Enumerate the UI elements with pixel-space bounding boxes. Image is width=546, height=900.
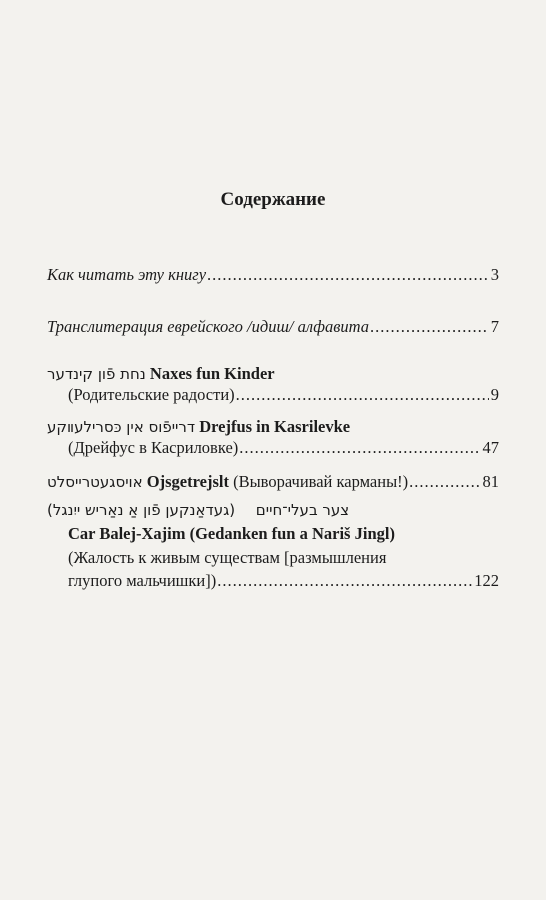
toc-entry-drejfus-heading <box>47 417 499 437</box>
dot-leader <box>239 438 480 458</box>
dot-leader <box>217 571 472 591</box>
dot-leader <box>236 385 489 405</box>
toc-entry-car-sub2 <box>68 571 499 591</box>
yiddish-title: דרייפֿוס אין כּסרילעװקע <box>47 418 196 436</box>
toc-entry-car-sub <box>68 548 499 568</box>
toc-entry-naxes-sub <box>68 385 499 405</box>
yiddish-title: (געדאַנקען פֿון אַ נאַריש ייִנגל) <box>47 501 236 519</box>
toc-entry-text: Транслитерация еврейского /идиш/ алфавита <box>47 317 370 336</box>
toc-page-number: 81 <box>482 472 499 491</box>
toc-page-number: 3 <box>490 265 499 284</box>
toc-entry-car-hebrew <box>47 500 499 520</box>
yiddish-title: אויסגעטרייסלט <box>47 473 143 491</box>
toc-entry-how-to-read <box>47 265 499 285</box>
yiddish-title-2: צער בעלי־חיים <box>255 501 350 519</box>
toc-entry-car-latin <box>68 524 499 544</box>
toc-entry-ojsgetrejslt <box>47 472 499 492</box>
toc-entry-subtitle-2: глупого мальчишки]) <box>68 571 217 590</box>
latin-title: Naxes fun Kinder <box>149 364 275 383</box>
toc-entry-text: Как читать эту книгу <box>47 265 207 284</box>
page-title: Содержание <box>220 189 326 210</box>
latin-title: Drejfus in Kasrilevke <box>199 417 351 436</box>
toc-page-number: 122 <box>474 571 499 590</box>
latin-title: Car Balej-Xajim (Gedanken fun a Nariš Jingl) <box>68 524 395 543</box>
dot-leader <box>207 265 489 285</box>
toc-entry-drejfus-sub <box>68 438 499 458</box>
toc-entry-naxes-heading <box>47 364 499 384</box>
dot-leader <box>370 317 489 337</box>
latin-title: Ojsgetrejslt <box>146 472 229 491</box>
toc-page-number: 7 <box>490 317 499 336</box>
dot-leader <box>409 472 480 492</box>
toc-page-number: 47 <box>482 438 499 457</box>
toc-entry-subtitle: (Родительские радости) <box>68 385 235 404</box>
toc-entry-transliteration <box>47 317 499 337</box>
toc-page-number: 9 <box>490 385 499 404</box>
toc-entry-subtitle: (Выворачивай карманы!) <box>233 472 409 491</box>
toc-entry-subtitle: (Жалость к живым существам [размышления <box>68 548 387 567</box>
yiddish-title: נחת פֿון קינדער <box>47 365 146 383</box>
toc-entry-subtitle: (Дрейфус в Касриловке) <box>68 438 239 457</box>
